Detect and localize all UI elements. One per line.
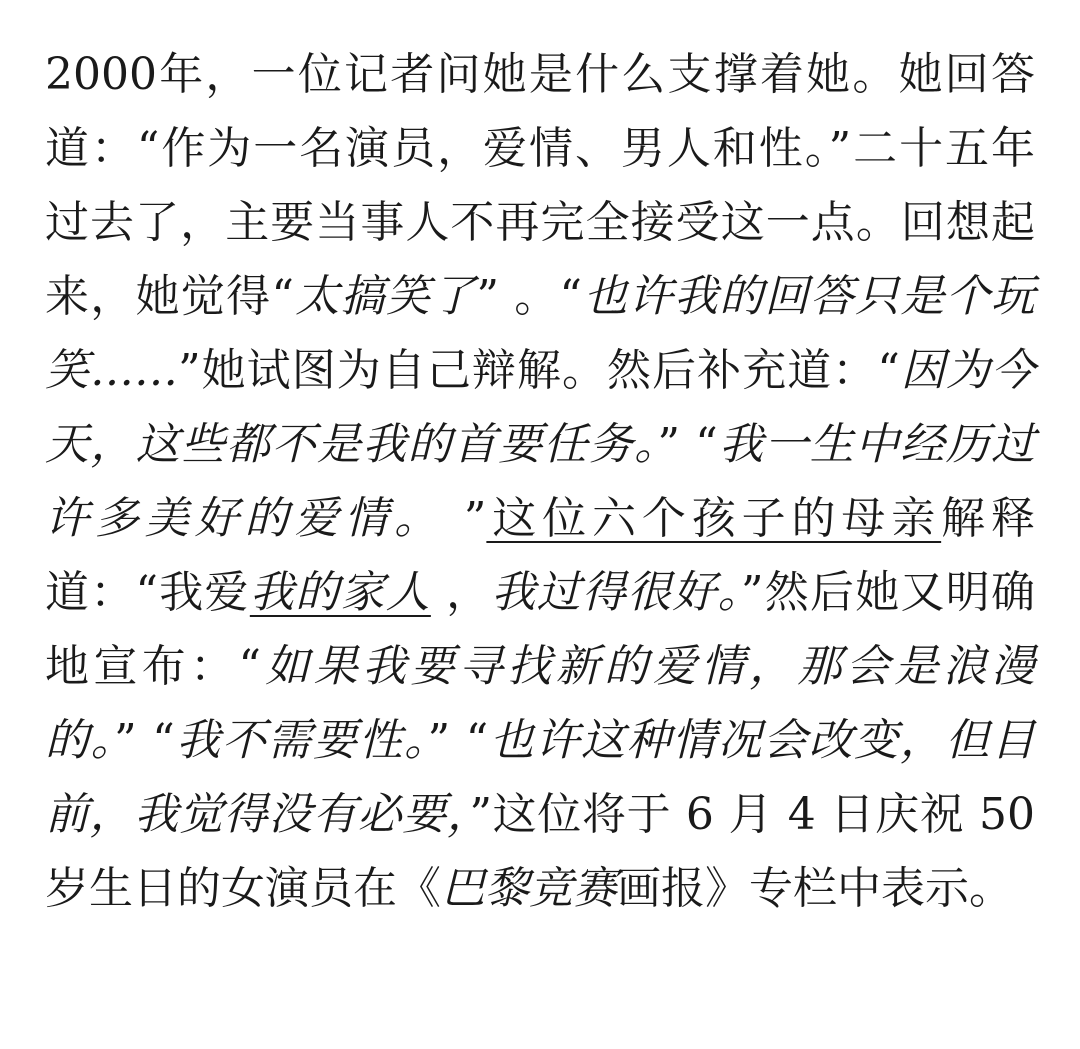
my-family-link[interactable]: 我的家人 bbox=[249, 567, 431, 618]
text-segment: ”这位将于 6 月 4 日庆祝 50 岁生日的女演员在《 bbox=[45, 789, 1035, 914]
text-segment: ” bbox=[444, 493, 487, 544]
quote-italic: 太搞笑了 bbox=[293, 271, 477, 322]
quote-italic: 因为今天，这些都不是我的首要任务。 bbox=[45, 345, 1036, 470]
text-segment: ” “ bbox=[657, 419, 718, 470]
text-segment: ” 。“ bbox=[476, 271, 583, 322]
text-segment: ”然后她又明确地宣布：“ bbox=[45, 567, 1036, 692]
quote-italic: 也许这种情况会改变，但目前，我觉得没有必要， bbox=[45, 715, 1036, 840]
text-segment: ” “ bbox=[427, 715, 489, 766]
text-segment: 2000年，一位记者问她是什么支撑着她。她回答道：“作为一名演员，爱情、男人和性。”二十五年过去了，主要当事人不再完全接受这一点。回想起来，她觉得“ bbox=[45, 49, 1035, 322]
text-segment: 画报》专栏中表示。 bbox=[617, 863, 1013, 914]
quote-italic: 如果我要寻找新的爱情，那会是浪漫的。 bbox=[45, 641, 1035, 766]
quote-italic: 我一生中经历过许多美好的爱情。 bbox=[45, 419, 1035, 544]
quote-italic: 也许我的回答只是个玩笑…… bbox=[45, 271, 1036, 396]
text-segment: 解释道：“我爱 bbox=[45, 493, 1036, 618]
quote-italic: 我不需要性。 bbox=[174, 715, 428, 766]
magazine-title-italic: 巴黎竞赛 bbox=[441, 863, 617, 914]
text-segment: ， bbox=[430, 567, 492, 618]
article-paragraph bbox=[45, 38, 1035, 926]
quote-italic: 我过得很好。 bbox=[491, 567, 741, 618]
text-segment: ”她试图为自己辩解。然后补充道：“ bbox=[178, 345, 900, 396]
mother-of-six-link[interactable]: 这位六个孩子的母亲 bbox=[486, 493, 942, 544]
text-segment: ” “ bbox=[114, 715, 175, 766]
